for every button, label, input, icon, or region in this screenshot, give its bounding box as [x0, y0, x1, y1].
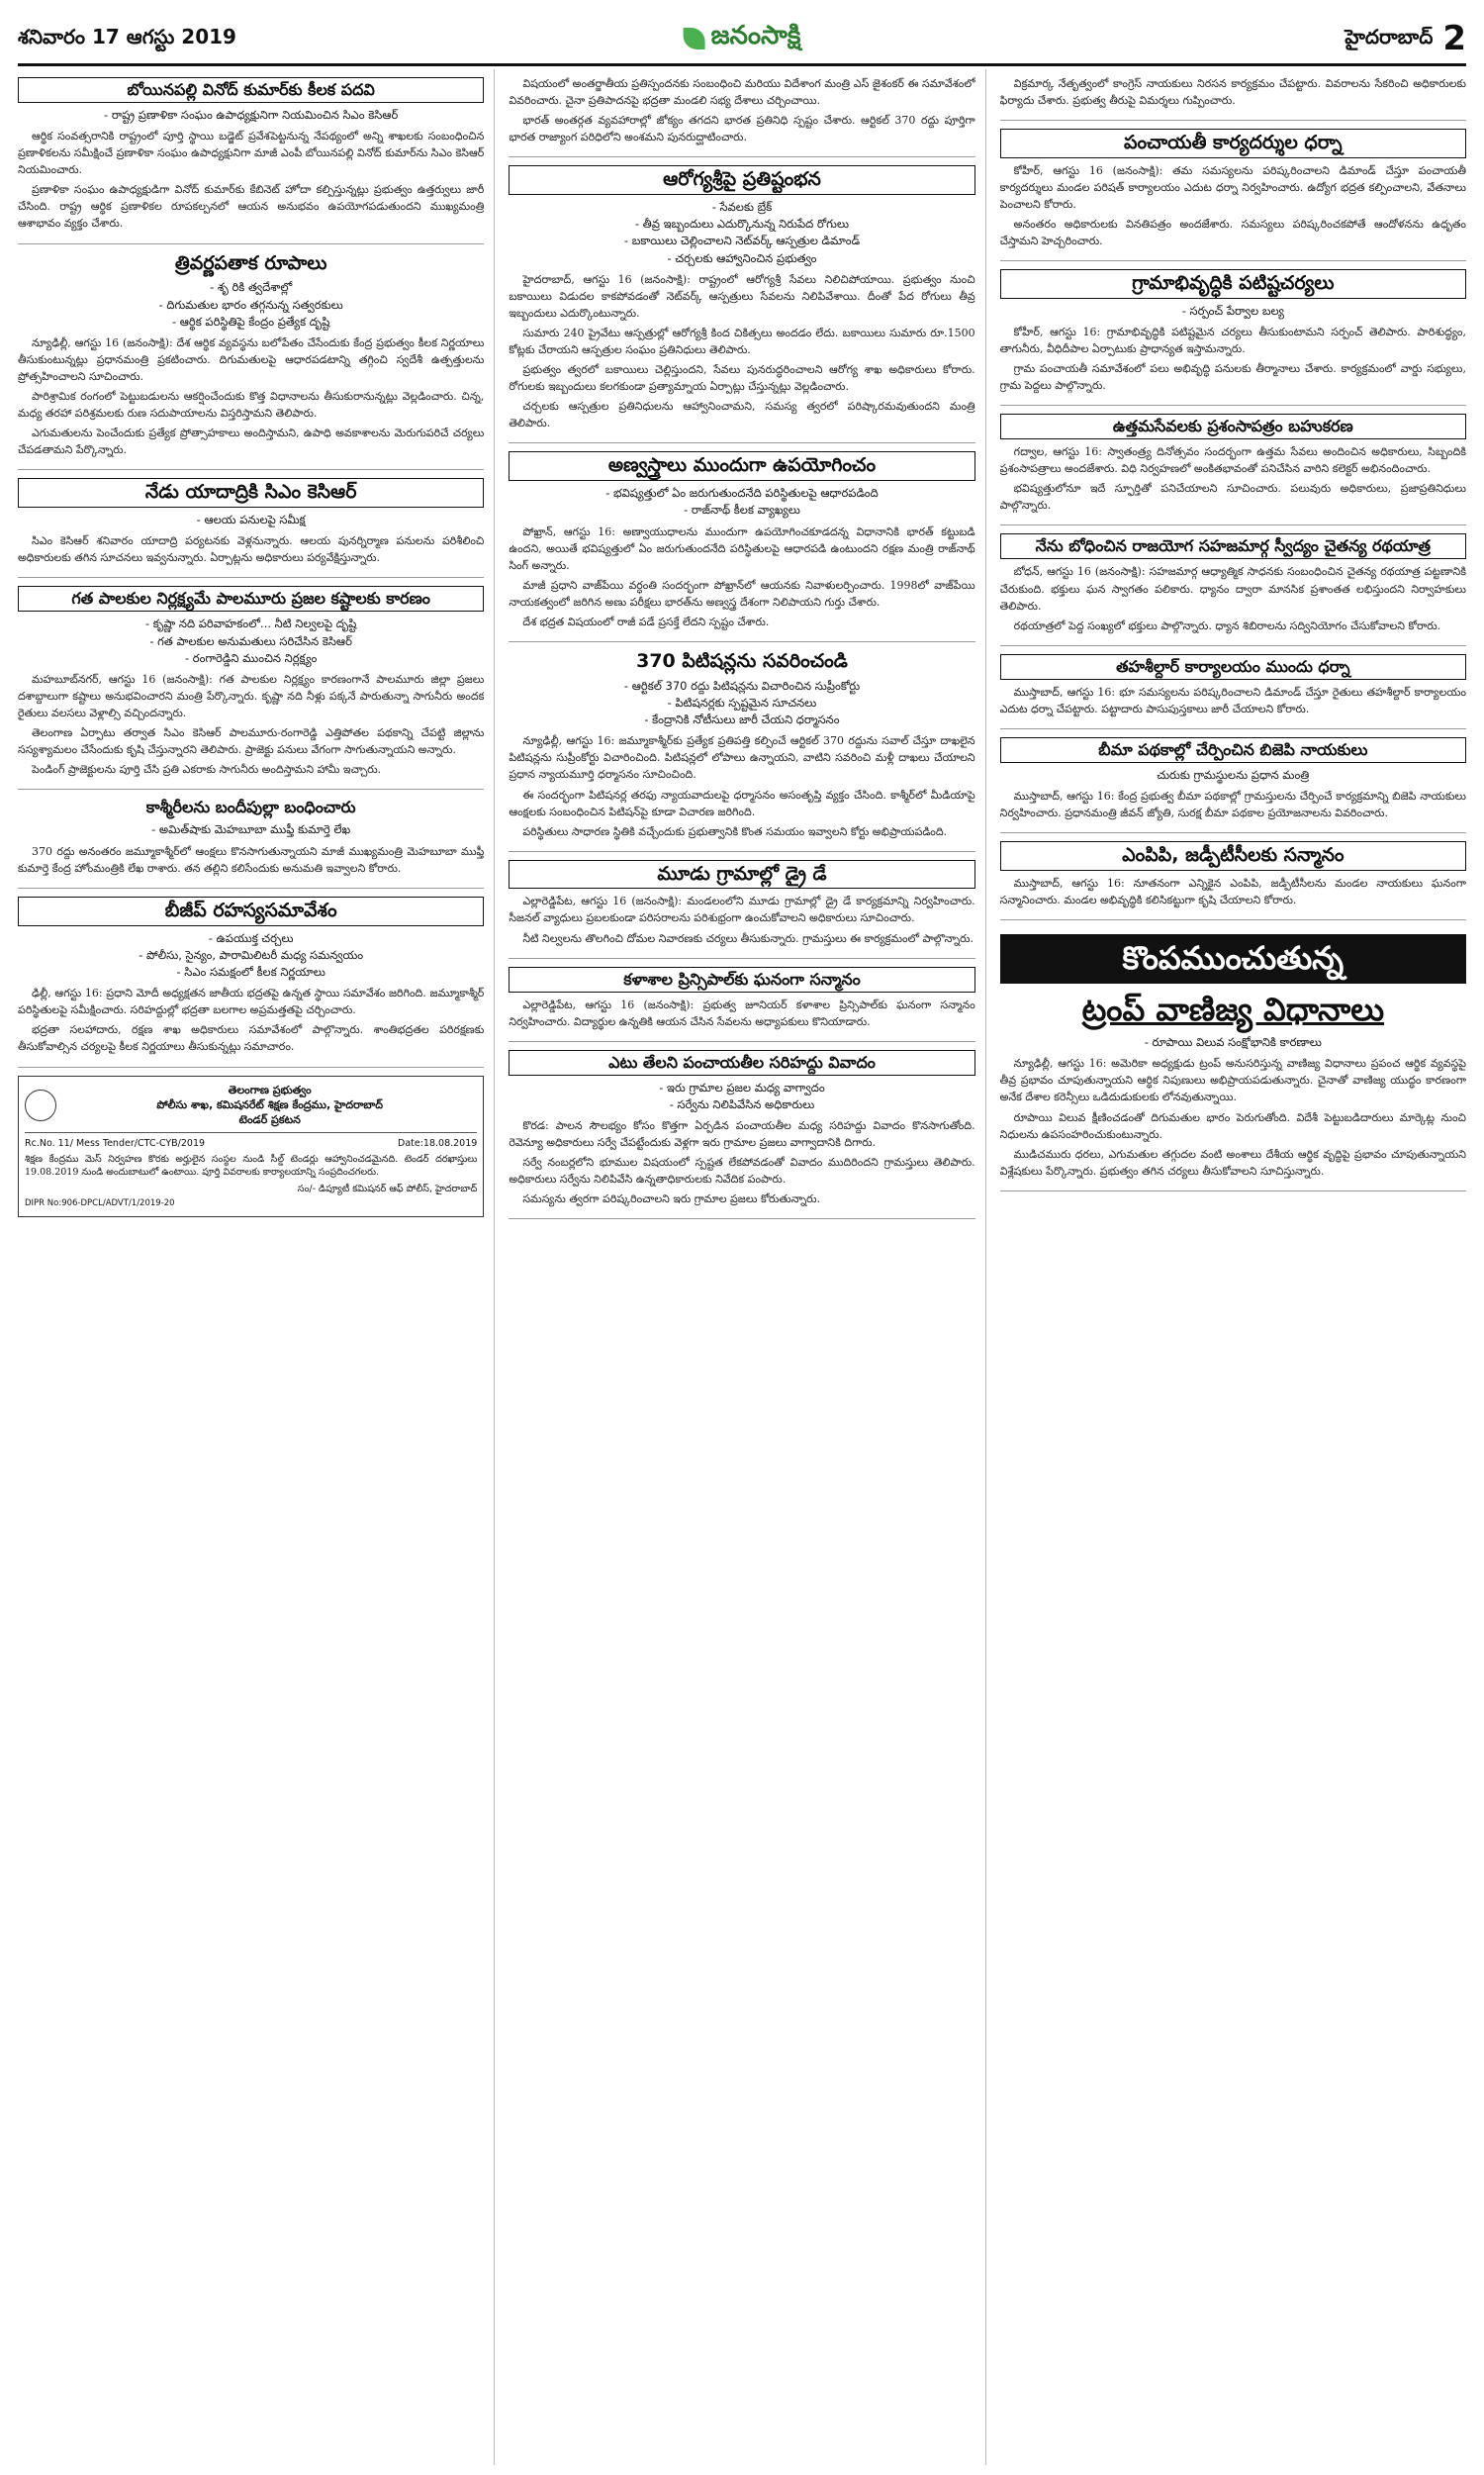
- article-headline: ఆరోగ్యశ్రీపై ప్రతిష్టంభన: [509, 165, 974, 195]
- article-subhead: - రాజ్‌నాథ్ కీలక వ్యాఖ్యలు: [684, 503, 800, 518]
- article: [1000, 525, 1466, 645]
- article: [18, 470, 484, 578]
- article-subheads: [1000, 303, 1466, 320]
- column-3: [1000, 69, 1466, 2465]
- article-headline: గ్రామాభివృద్ధికి పటిష్టచర్యలు: [1000, 269, 1466, 299]
- article-body: [18, 128, 484, 235]
- ad-reference: Rc.No. 11/ Mess Tender/CTC-CYB/2019: [25, 1137, 206, 1149]
- article-body: [18, 843, 484, 880]
- article-headline: అణ్వస్త్రాలు ముందుగా ఉపయోగించం: [509, 451, 974, 481]
- article-subhead: - కేంద్రానికి నోటీసులు జారీ చేయని ధర్మాసనం: [644, 713, 840, 727]
- article-paragraph: మాజీ ప్రధాని వాజ్‌పేయి వర్ధంతి సందర్భంగా పోఖ్రాన్‌లో ఆయనకు నివాళులర్పించారు. 1998లో వాజ్‌పేయి నాయకత్వంలో జరిగిన అణు పరీక్షలు భారత్‌ను అణ్వస్త్ర దేశంగా నిలిపాయని గుర్తు చేశారు.: [509, 578, 975, 609]
- article-body: [1000, 788, 1466, 824]
- article-subhead: - బకాయిలు చెల్లించాలని నెట్‌వర్క్ ఆస్పత్రుల డిమాండ్: [623, 234, 861, 248]
- article-paragraph: పోఖ్రాన్, ఆగస్టు 16: అణ్వాయుధాలను ముందుగా ఉపయోగించకూడదన్న విధానానికి భారత్ కట్టుబడి ఉందని, అయితే భవిష్యత్తులో ఏం జరుగుతుందనేది పరిస్థితులపై ఆధారపడి ఉంటుందని రక్షణ మంత్రి రాజ్‌నాథ్ సింగ్ అన్నారు.: [509, 524, 975, 572]
- article-paragraph: అనంతరం అధికారులకు వినతిపత్రం అందజేశారు. సమస్యలు పరిష్కరించకపోతే ఆందోళనను ఉధృతం చేస్తామని హెచ్చరించారు.: [999, 217, 1466, 248]
- article-paragraph: ముస్తాబాద్, ఆగస్టు 16: నూతనంగా ఎన్నికైన ఎంపిపి, జడ్పీటీసీలను మండల నాయకులు ఘనంగా సన్మానించారు. మండల అభివృద్ధికి కలిసికట్టుగా కృషి చేయాలని కోరారు.: [999, 876, 1466, 906]
- article-paragraph: భవిష్యత్తులోనూ ఇదే స్ఫూర్తితో పనిచేయాలని సూచించారు. పలువురు అధికారులు, ప్రజాప్రతినిధులు పాల్గొన్నారు.: [999, 482, 1466, 513]
- article-headline: కాశ్మీరీలను బందీపుల్లా బంధించారు: [145, 798, 356, 817]
- paper-logo: [684, 21, 801, 56]
- ad-department: పోలీసు శాఖ, కమిషనరేట్ శిక్షణ కేంద్రము, హైదరాబాద్: [156, 1097, 383, 1111]
- article: [1000, 833, 1466, 920]
- article-paragraph: ఆర్థిక సంవత్సరానికి రాష్ట్రంలో పూర్తి స్థాయి బడ్జెట్ ప్రవేశపెట్టనున్న నేపథ్యంలో అన్ని శాఖలకు సంబంధించిన ప్రణాళికలను సమీక్షించే ప్రణాళికా సంఘం ఉపాధ్యక్షునిగా మాజీ ఎంపీ బోయినపల్లి వినోద్ కుమార్‌ను సిఎం కెసిఆర్ నియమించారు.: [18, 130, 485, 177]
- article-paragraph: న్యూఢిల్లీ, ఆగస్టు 16: అమెరికా అధ్యక్షుడు ట్రంప్ అనుసరిస్తున్న వాణిజ్య విధానాలు ప్రపంచ ఆర్థిక వ్యవస్థపై తీవ్ర ప్రభావం చూపుతున్నాయని ఆర్థిక నిపుణులు అభిప్రాయపడుతున్నారు. చైనాతో వాణిజ్య యుద్ధం కారణంగా అనేక దేశాల కరెన్సీలు ఒడిదుడుకులకు లోనవుతున్నాయి.: [999, 1057, 1466, 1104]
- article-paragraph: గద్వాల, ఆగస్టు 16: స్వాతంత్ర్య దినోత్సవం సందర్భంగా ఉత్తమ సేవలు అందించిన అధికారులు, సిబ్బందికి ప్రశంసాపత్రాలు అందజేశారు. విధి నిర్వహణలో అంకితభావంతో పనిచేసిన వారిని కలెక్టర్ అభినందించారు.: [999, 445, 1466, 476]
- article-body: [18, 985, 484, 1058]
- article-body: [1000, 563, 1466, 636]
- article-body: [509, 732, 974, 842]
- columns: [18, 69, 1466, 2465]
- article-paragraph: ముస్తాబాద్, ఆగస్టు 16: భూ సమస్యలను పరిష్కరించాలని డిమాండ్ చేస్తూ రైతులు తహశీల్దార్ కార్యాలయం ఎదుట ధర్నా చేపట్టారు. పట్టాదారు పాసుపుస్తకాలు జారీ చేయాలని కోరారు.: [999, 685, 1466, 715]
- article-paragraph: సర్వే నంబర్లలోని భూముల విషయంలో స్పష్టత లేకపోవడంతో వివాదం ముదిరిందని గ్రామస్తులు తెలిపారు. అధికారులు సర్వేను నిలిపివేసి ఉన్నతాధికారులకు నివేదిక పంపారు.: [509, 1156, 975, 1187]
- big-headline: [1000, 926, 1466, 1034]
- article-headline: 370 పిటిషన్లను సవరించండి: [636, 649, 848, 672]
- article-subhead: - ఉపయుక్త చర్చలు: [208, 930, 294, 945]
- article-subheads: [18, 279, 484, 331]
- article-subheads: [18, 930, 484, 982]
- article-body: [1000, 162, 1466, 252]
- article-body: [18, 532, 484, 569]
- article-paragraph: సిఎం కెసిఆర్ శనివారం యాదాద్రి పర్యటనకు వెళ్లనున్నారు. ఆలయ పునర్నిర్మాణ పనులను పరిశీలించి అధికారులకు తగిన సూచనలు ఇవ్వనున్నారు. ఏర్పాట్లను అధికారులు పర్యవేక్షిస్తున్నారు.: [18, 534, 485, 565]
- article-paragraph: దేశ భద్రత విషయంలో రాజీ పడే ప్రసక్తే లేదని స్పష్టం చేశారు.: [522, 615, 770, 628]
- article-headline: బీమా పథకాల్లో చేర్పించిన బిజెపి నాయకులు: [1000, 737, 1466, 763]
- article: [509, 642, 974, 852]
- masthead-right: [1345, 19, 1466, 58]
- paper-name: జనంసాక్షి: [710, 21, 801, 50]
- article-body: [509, 1117, 974, 1210]
- article-paragraph: రూపాయి విలువ క్షీణించడంతో దిగుమతుల భారం పెరుగుతోంది. విదేశీ పెట్టుబడిదారులు మార్కెట్ల నుంచి నిధులను ఉపసంహరించుకుంటున్నారు.: [999, 1110, 1466, 1141]
- column-1: [18, 69, 495, 2465]
- article-paragraph: ప్రణాళికా సంఘం ఉపాధ్యక్షుడిగా వినోద్ కుమార్‌కు కేబినెట్ హోదా కల్పిస్తున్నట్లు ప్రభుత్వం ఉత్తర్వులు జారీ చేసింది. రాష్ట్ర ఆర్థిక ప్రణాళికల రూపకల్పనలో ఆయన అనుభవం ఉపయోగపడుతుందని ముఖ్యమంత్రి ఆశాభావం వ్యక్తం చేశారు.: [18, 183, 485, 231]
- article-subhead: - తీవ్ర ఇబ్బందులు ఎదుర్కొనున్న నిరుపేద రోగులు: [635, 217, 849, 232]
- article-body: [1000, 443, 1466, 517]
- article: [1000, 646, 1466, 729]
- article-paragraph: హైదరాబాద్, ఆగస్టు 16 (జనంసాక్షి): రాష్ట్రంలో ఆరోగ్యశ్రీ సేవలు నిలిచిపోయాయి. ప్రభుత్వం నుంచి బకాయిలు విడుదల కాకపోవడంతో నెట్‌వర్క్ ఆస్పత్రులు సేవలను నిలిపివేశాయి. దీంతో పేద రోగులు తీవ్ర ఇబ్బందులు ఎదుర్కొంటున్నారు.: [509, 272, 975, 321]
- article-subhead: - చర్చలకు ఆహ్వానించిన ప్రభుత్వం: [667, 250, 817, 265]
- edition-city: హైదరాబాద్: [1345, 24, 1434, 48]
- article: [509, 69, 974, 157]
- article-subhead: - గత పాలకుల అనుమతులు సరిచేసిన కెసిఆర్: [149, 633, 352, 648]
- article-subhead: - రాష్ట్ర ప్రణాళికా సంఘం ఉపాధ్యక్షునిగా నియమించిన సిఎం కెసిఆర్: [104, 108, 399, 122]
- article-headline: ఎటు తేలని పంచాయతీల సరిహద్దు వివాదం: [509, 1050, 974, 1076]
- article-paragraph: తెలంగాణ ఏర్పాటు తర్వాత సిఎం కెసిఆర్ పాలమూరు-రంగారెడ్డి ఎత్తిపోతల పథకాన్ని చేపట్టి జిల్లాను సస్యశ్యామలం చేసేందుకు కృషి చేస్తున్నారని తెలిపారు. ప్రాజెక్టు పనులు వేగంగా సాగుతున్నాయని అన్నారు.: [18, 726, 485, 757]
- article-subheads: [509, 485, 974, 520]
- ad-notice: టెండర్ ప్రకటన: [238, 1113, 301, 1127]
- article-paragraph: న్యూఢిల్లీ, ఆగస్టు 16: జమ్మూకాశ్మీర్‌కు ప్రత్యేక ప్రతిపత్తి కల్పించే ఆర్టికల్ 370 రద్దును సవాల్ చేస్తూ దాఖలైన పిటిషన్లను సుప్రీంకోర్టు విచారించింది. పిటిషన్లలో లోపాలు ఉన్నాయని, వాటిని సవరించి మళ్లీ దాఖలు చేయాలని ప్రధాన న్యాయమూర్తి ధర్మాసనం సూచించింది.: [509, 734, 975, 782]
- article-subhead: - ఇరు గ్రామాల ప్రజల మధ్య వాగ్వాదం: [659, 1080, 825, 1095]
- article-headline: నేను బోధించిన రాజయోగ సహజమార్గ స్వీద్యం చైతన్య రథయాత్ర: [1000, 533, 1466, 559]
- article-paragraph: ఢిల్లీ, ఆగస్టు 16: ప్రధాని మోదీ అధ్యక్షతన జాతీయ భద్రతపై ఉన్నత స్థాయి సమావేశం జరిగింది. జమ్మూకాశ్మీర్ పరిస్థితులపై సమీక్షించారు. సరిహద్దుల్లో భద్రతా బలగాల అప్రమత్తతపై చర్చించారు.: [18, 987, 485, 1017]
- article-paragraph: ఎల్లారెడ్డిపేట, ఆగస్టు 16 (జనంసాక్షి): ప్రభుత్వ జూనియర్ కళాశాల ప్రిన్సిపాల్‌కు ఘనంగా సన్మానం నిర్వహించారు. విద్యార్థుల ఉన్నతికి ఆయన చేసిన సేవలను అధ్యాపకులు కొనియాడారు.: [509, 998, 975, 1028]
- article-subheads: [509, 1080, 974, 1114]
- article-body: [1000, 875, 1466, 911]
- article: [1000, 406, 1466, 525]
- article-paragraph: న్యూఢిల్లీ, ఆగస్టు 16 (జనంసాక్షి): దేశ ఆర్థిక వ్యవస్థను బలోపేతం చేసేందుకు కేంద్ర ప్రభుత్వం కీలక నిర్ణయాలు తీసుకుంటున్నట్లు ప్రధానమంత్రి ప్రకటించారు. దిగుమతులపై ఆధారపడటాన్ని తగ్గించి స్వదేశీ ఉత్పత్తులను ప్రోత్సహించాలని సూచించారు.: [18, 336, 485, 384]
- article: [509, 959, 974, 1042]
- article-subhead: - ఆర్టికల్ 370 రద్దు పిటిషన్లను విచారించిన సుప్రీంకోర్టు: [623, 678, 861, 693]
- article-paragraph: కొరడ: పాలన సౌలభ్యం కోసం కొత్తగా ఏర్పడిన పంచాయతీల మధ్య సరిహద్దు వివాదం కొనసాగుతోంది. రెవెన్యూ అధికారులు సర్వే చేపట్టేందుకు వెళ్లగా ఇరు గ్రామాల ప్రజలు వాగ్వాదానికి దిగారు.: [509, 1119, 975, 1150]
- article-paragraph: కోహీర్, ఆగస్టు 16: గ్రామాభివృద్ధికి పటిష్టమైన చర్యలు తీసుకుంటామని సర్పంచ్ తెలిపారు. పారిశుద్ధ్యం, తాగునీరు, వీధిదీపాల ఏర్పాటుకు ప్రాధాన్యత ఇస్తామన్నారు.: [999, 326, 1466, 356]
- article-paragraph: భారత్ అంతర్గత వ్యవహారాల్లో జోక్యం తగదని భారత ప్రతినిధి స్పష్టం చేశారు. ఆర్టికల్ 370 రద్దు పూర్తిగా భారత రాజ్యాంగ పరిధిలోని అంశమని పునరుద్ఘాటించారు.: [509, 114, 975, 144]
- ad-signature: సం/- డిప్యూటీ కమిషనర్ ఆఫ్ పోలీస్, హైదరాబాద్: [297, 1183, 478, 1194]
- article-body: [18, 671, 484, 781]
- article: [18, 244, 484, 471]
- article-subhead: - సర్పంచ్ పేర్వాల బల్య: [1181, 303, 1284, 318]
- article-subheads: [1000, 1034, 1466, 1051]
- ad-body: శిక్షణ కేంద్రము మెస్ నిర్వహణ కొరకు అర్హులైన సంస్థల నుండి సీల్డ్ టెండర్లు ఆహ్వానించడమైనది. టెండర్ దరఖాస్తులు 19.08.2019 నుండి అందుబాటులో ఉంటాయి. పూర్తి వివరాలకు కార్యాలయాన్ని సంప్రదించగలరు.: [25, 1153, 478, 1179]
- article-body: [509, 271, 974, 434]
- article-subhead: - ఆర్థిక పరిస్థితిపై కేంద్రం ప్రత్యేక దృష్టి: [171, 314, 330, 329]
- article-headline: ఉత్తమసేవలకు ప్రశంసాపత్రం బహుకరణ: [1000, 414, 1466, 439]
- article-paragraph: పారిశ్రామిక రంగంలో పెట్టుబడులను ఆకర్షించేందుకు కొత్త విధానాలను తీసుకురానున్నట్లు వెల్లడించారు. చిన్న, మధ్య తరహా పరిశ్రమలకు రుణ సదుపాయాలను విస్తరిస్తామని తెలిపారు.: [18, 390, 485, 421]
- article-paragraph: ముస్తాబాద్, ఆగస్టు 16: కేంద్ర ప్రభుత్వ బీమా పథకాల్లో గ్రామస్తులను చేర్పించే కార్యక్రమాన్ని బిజెపి నాయకులు నిర్వహించారు. ప్రధానమంత్రి జీవన్ జ్యోతి, సురక్ష బీమా పథకాల ప్రయోజనాలను వివరించారు.: [999, 789, 1466, 820]
- article: [1000, 920, 1466, 1191]
- article-subheads: [1000, 767, 1466, 784]
- article-body: [1000, 1055, 1466, 1182]
- article: [509, 1042, 974, 1220]
- article-paragraph: నీటి నిల్వలను తొలగించి దోమల నివారణకు చర్యలు తీసుకున్నారు. గ్రామస్తులు ఈ కార్యక్రమంలో పాల్గొన్నారు.: [522, 931, 974, 945]
- article-paragraph: ఎగుమతులను పెంచేందుకు ప్రత్యేక ప్రోత్సాహకాలు అందిస్తామని, ఉపాధి అవకాశాలను మెరుగుపరిచే చర్యలు చేపడతామని పేర్కొన్నారు.: [18, 427, 485, 457]
- issue-date: శనివారం 17 ఆగస్టు 2019: [18, 24, 236, 48]
- ad-ref-row: [25, 1137, 477, 1150]
- article: [18, 889, 484, 1068]
- article-subhead: - పోలీసు, సైన్యం, పారామిలిటరీ మధ్య సమన్వయం: [139, 947, 364, 962]
- article: [1000, 121, 1466, 261]
- article-paragraph: 370 రద్దు అనంతరం జమ్మూకాశ్మీర్‌లో ఆంక్షలు కొనసాగుతున్నాయని మాజీ ముఖ్యమంత్రి మెహబూబా ముఫ్తీ కుమార్తె కేంద్ర హోంమంత్రికి లేఖ రాశారు. తన తల్లిని కలిసేందుకు అనుమతి ఇవ్వాలని కోరారు.: [18, 844, 485, 875]
- article-subhead: చురుకు గ్రామస్థులను ప్రధాన మంత్రి: [1157, 767, 1310, 782]
- article-body: [509, 524, 974, 633]
- article-subhead: - దిగుమతుల భారం తగ్గనున్న సత్వరకులు: [158, 297, 343, 312]
- article-body: [1000, 75, 1466, 112]
- article-subhead: - సిఎం సమక్షంలో కీలక నిర్ణయాలు: [176, 965, 325, 980]
- article-subheads: [18, 616, 484, 667]
- article-subhead: - శృ రికి త్వదేశాల్లో: [210, 280, 293, 295]
- article-body: [1000, 684, 1466, 720]
- leaf-icon: [684, 28, 705, 49]
- article-headline: గత పాలకుల నిర్లక్ష్యమే పాలమూరు ప్రజల కష్టాలకు కారణం: [18, 586, 484, 612]
- page-number: 2: [1442, 19, 1466, 58]
- article: [509, 157, 974, 443]
- article-paragraph: విక్రమార్క నేతృత్వంలో కాంగ్రెస్ నాయకులు నిరసన కార్యక్రమం చేపట్టారు. వివరాలను సేకరించి అధికారులకు ఫిర్యాదు చేశారు. ప్రభుత్వ తీరుపై విమర్శలు గుప్పించారు.: [999, 77, 1466, 108]
- big-headline-line-2: ట్రంప్ వాణిజ్య విధానాలు: [1081, 990, 1385, 1028]
- article-paragraph: సమస్యను త్వరగా పరిష్కరించాలని ఇరు గ్రామాల ప్రజలు కోరుతున్నారు.: [522, 1192, 820, 1206]
- article-body: [509, 997, 974, 1033]
- article-subheads: [18, 107, 484, 124]
- article-headline: బీజీప్ రహస్యసమావేశం: [18, 897, 484, 926]
- article-subheads: [18, 512, 484, 528]
- article: [509, 852, 974, 959]
- article-headline: ఎంపిపి, జడ్పీటీసీలకు సన్మానం: [1000, 841, 1466, 871]
- article-paragraph: భద్రతా సలహాదారు, రక్షణ శాఖ అధికారులు సమావేశంలో పాల్గొన్నారు. శాంతిభద్రతల పరిరక్షణకు తీసుకోవాల్సిన చర్యలపై కీలక నిర్ణయాలు తీసుకున్నట్లు సమాచారం.: [18, 1023, 485, 1054]
- article-headline: పంచాయతీ కార్యదర్శుల ధర్నా: [1000, 129, 1466, 158]
- article-subhead: - రూపాయి విలువ సంక్షోభానికి కారణాలు: [1144, 1035, 1322, 1050]
- ad-dipr-code: DIPR No:906-DPCL/ADVT/1/2019-20: [25, 1197, 175, 1208]
- article-paragraph: పెండింగ్ ప్రాజెక్టులను పూర్తి చేసి ప్రతి ఎకరాకు సాగునీరు అందిస్తామని హామీ ఇచ్చారు.: [32, 763, 382, 777]
- article-paragraph: చర్చలకు ఆస్పత్రుల ప్రతినిధులను ఆహ్వానించామని, సమస్య త్వరలో పరిష్కారమవుతుందని మంత్రి తెలిపారు.: [509, 400, 975, 430]
- article: [1000, 729, 1466, 833]
- article: [1000, 69, 1466, 121]
- article-body: [18, 334, 484, 461]
- article-headline: కళాశాల ప్రిన్సిపాల్‌కు ఘనంగా సన్మానం: [509, 967, 974, 993]
- article-paragraph: బోధన్, ఆగస్టు 16 (జనంసాక్షి): సహజమార్గ ఆధ్యాత్మిక సాధనకు సంబంధించిన చైతన్య రథయాత్ర పట్టణానికి చేరుకుంది. భక్తులు ఘన స్వాగతం పలికారు. ధ్యానం ద్వారా మానసిక ప్రశాంతత లభిస్తుందని నిర్వాహకులు తెలిపారు.: [999, 565, 1466, 613]
- article-headline: బోయినపల్లి వినోద్ కుమార్‌కు కీలక పదవి: [18, 77, 484, 103]
- article-paragraph: గ్రామ పంచాయతీ సమావేశంలో పలు అభివృద్ధి పనులకు తీర్మానాలు చేశారు. కార్యక్రమంలో వార్డు సభ్యులు, గ్రామ పెద్దలు పాల్గొన్నారు.: [999, 362, 1466, 393]
- government-emblem-icon: [25, 1090, 56, 1121]
- article: [509, 443, 974, 642]
- article-subhead: - భవిష్యత్తులో ఏం జరుగుతుందనేది పరిస్థితులపై ఆధారపడింది: [605, 486, 879, 501]
- ad-heading: తెలంగాణ ప్రభుత్వం: [228, 1083, 312, 1096]
- article-body: [509, 75, 974, 148]
- article-subhead: - పిటిషనర్లకు స్పష్టమైన సూచనలు: [667, 695, 817, 710]
- article-paragraph: కోహీర్, ఆగస్టు 16 (జనంసాక్షి): తమ సమస్యలను పరిష్కరించాలని డిమాండ్ చేస్తూ పంచాయతీ కార్యదర్శులు మండల పరిషత్ కార్యాలయం ఎదుట ధర్నా నిర్వహించారు. ఉద్యోగ భద్రత కల్పించాలని, వేతనాలు పెంచాలని కోరారు.: [999, 163, 1466, 211]
- article-paragraph: ప్రభుత్వం త్వరలో బకాయిలు చెల్లిస్తుందని, సేవలు పునరుద్ధరించాలని ఆరోగ్య శాఖ అధికారులు కోరారు. రోగులకు ఇబ్బందులు కలగకుండా ప్రత్యామ్నాయ ఏర్పాట్లు చేస్తున్నట్లు వెల్లడించారు.: [509, 363, 975, 394]
- article-paragraph: ఎల్లారెడ్డిపేట, ఆగస్టు 16 (జనంసాక్షి): మండలంలోని మూడు గ్రామాల్లో డ్రై డే కార్యక్రమాన్ని నిర్వహించారు. సీజనల్ వ్యాధులు ప్రబలకుండా పరిసరాలను పరిశుభ్రంగా ఉంచుకోవాలని అధికారులు సూచించారు.: [509, 895, 975, 925]
- article-headline: నేడు యాదాద్రికి సిఎం కెసిఆర్: [18, 478, 484, 508]
- article-headline: మూడు గ్రామాల్లో డ్రై డే: [509, 860, 974, 890]
- article-headline: త్రివర్ణపతాక రూపాలు: [174, 251, 327, 274]
- article-paragraph: విషయంలో అంతర్జాతీయ ప్రతిస్పందనకు సంబంధించి మరియు విదేశాంగ మంత్రి ఎస్ జైశంకర్ ఈ సమావేశంలో వివరించారు. చైనా ప్రతిపాదనపై భద్రతా మండలి సభ్య దేశాలు చర్చించాయి.: [509, 77, 975, 108]
- article: [18, 578, 484, 790]
- article-subheads: [18, 821, 484, 838]
- article-subhead: - అమిత్‌షాకు మెహబూబా ముఫ్తీ కుమార్తె లేఖ: [151, 822, 351, 837]
- article-paragraph: ముడిచమురు ధరలు, ఎగుమతుల తగ్గుదల వంటి అంశాలు దేశీయ ఆర్థిక వృద్ధిపై ప్రభావం చూపుతున్నాయని విశ్లేషకులు పేర్కొన్నారు. ప్రభుత్వం తగిన చర్యలు తీసుకోవాలని సూచిస్తున్నారు.: [999, 1147, 1466, 1178]
- article-headline: తహశీల్దార్ కార్యాలయం ముందు ధర్నా: [1000, 654, 1466, 680]
- ad-title-block: [62, 1083, 477, 1128]
- article: [18, 69, 484, 244]
- article-subhead: - సేవలకు బ్రేక్: [711, 199, 773, 214]
- article-subhead: - రంగారెడ్డిని ముంచిన నిర్లక్ష్యం: [185, 650, 318, 665]
- article-paragraph: సుమారు 240 ప్రైవేటు ఆస్పత్రుల్లో ఆరోగ్యశ్రీ కింద చికిత్సలు అందడం లేదు. బకాయిలు సుమారు రూ.1500 కోట్లకు చేరాయని ఆస్పత్రుల సంఘం ప్రతినిధులు తెలిపారు.: [509, 327, 975, 357]
- article-paragraph: ఈ సందర్భంగా పిటిషనర్ల తరఫు న్యాయవాదులపై ధర్మాసనం అసంతృప్తి వ్యక్తం చేసింది. కాశ్మీర్‌లో మీడియాపై ఆంక్షలకు సంబంధించిన పిటిషన్‌పై కూడా విచారణ జరిగింది.: [509, 788, 975, 818]
- column-2: [509, 69, 985, 2465]
- article-paragraph: పరిస్థితులు సాధారణ స్థితికి వచ్చేందుకు ప్రభుత్వానికి కొంత సమయం ఇవ్వాలని కోర్టు అభిప్రాయపడింది.: [522, 824, 948, 838]
- masthead: [18, 14, 1466, 66]
- article-subhead: - ఆలయ పనులపై సమీక్ష: [196, 513, 306, 527]
- article-subheads: [509, 199, 974, 267]
- article: [18, 790, 484, 888]
- article-body: [1000, 324, 1466, 397]
- tender-advertisement: [18, 1076, 484, 1217]
- ad-date: Date:18.08.2019: [398, 1137, 478, 1149]
- article-paragraph: మహబూబ్‌నగర్, ఆగస్టు 16 (జనంసాక్షి): గత పాలకుల నిర్లక్ష్యం కారణంగానే పాలమూరు జిల్లా ప్రజలు దశాబ్దాలుగా కష్టాలు అనుభవించారని మంత్రి పేర్కొన్నారు. కృష్ణా నది నీళ్లు పక్కనే పారుతున్నా సాగునీరు అందక రైతులు వలసలు వెళ్లాల్సి వచ్చిందన్నారు.: [18, 673, 485, 720]
- article-body: [509, 893, 974, 949]
- article-subheads: [509, 678, 974, 729]
- big-headline-line-1: కొంపముంచుతున్న: [1000, 934, 1466, 984]
- article-subhead: - సర్వేను నిలిపివేసిన అధికారులు: [669, 1096, 815, 1111]
- article: [1000, 261, 1466, 406]
- ad-header: [25, 1083, 477, 1133]
- article-paragraph: రథయాత్రలో పెద్ద సంఖ్యలో భక్తులు పాల్గొన్నారు. ధ్యాన శిబిరాలను సద్వినియోగం చేసుకోవాలని కోరారు.: [1013, 619, 1441, 632]
- article-subhead: - కృష్ణా నది పరివాహకంలో... నీటి నిల్వలపై దృష్టి: [144, 617, 357, 631]
